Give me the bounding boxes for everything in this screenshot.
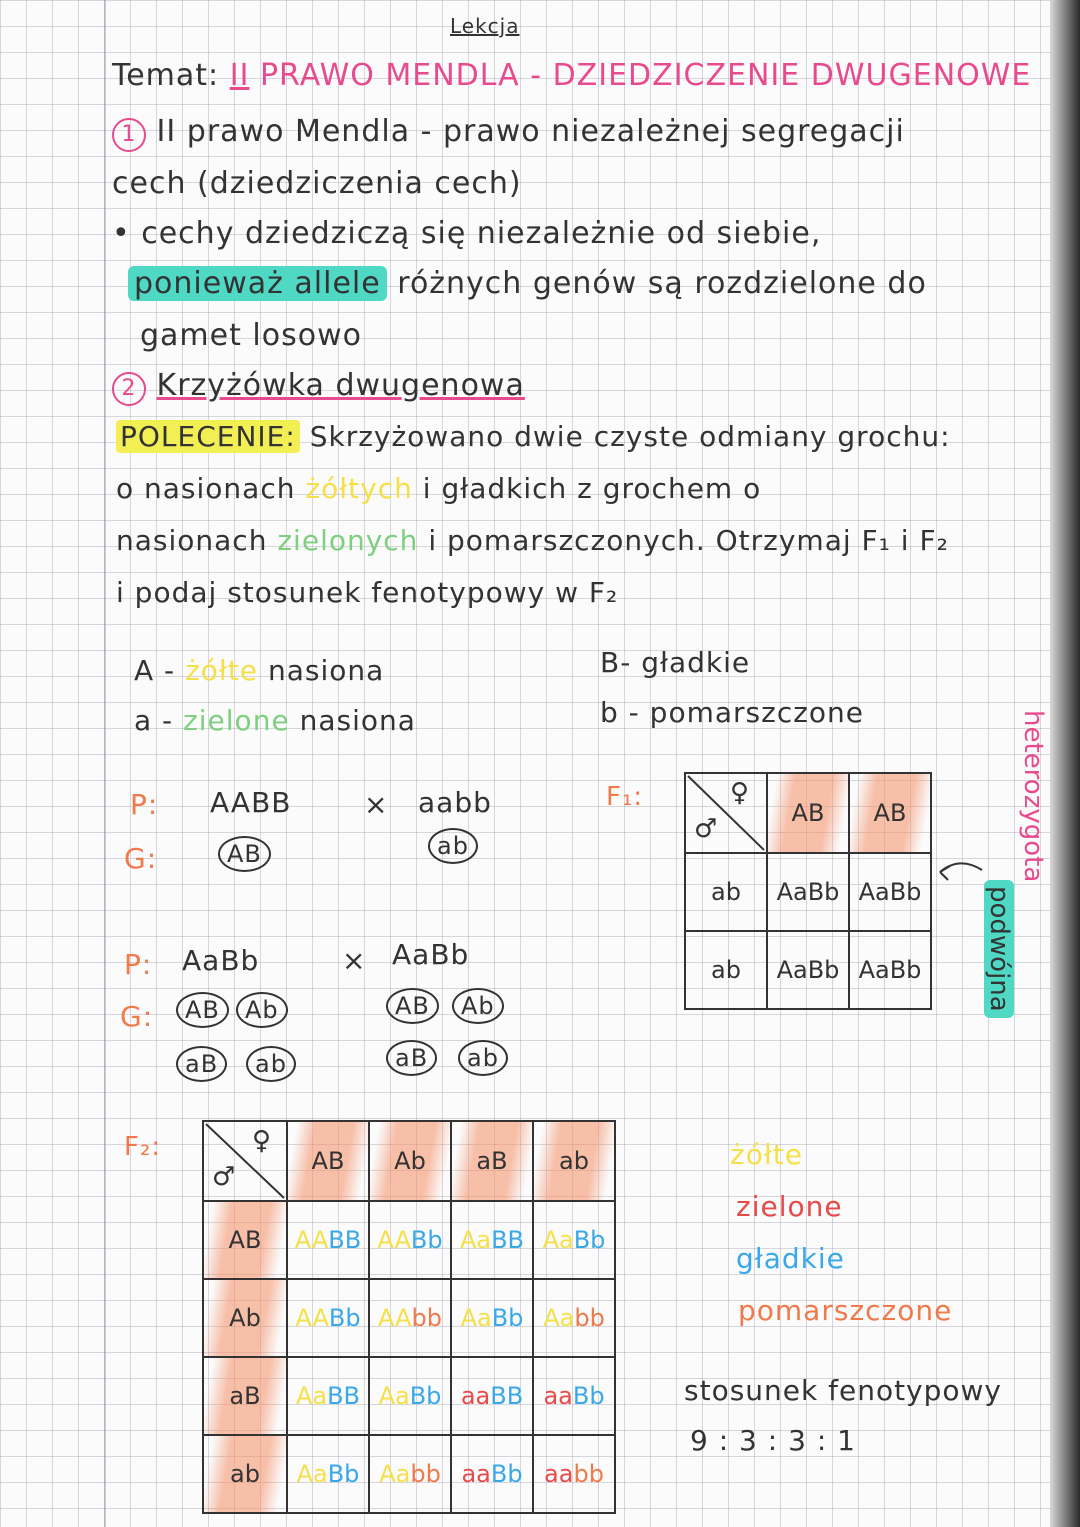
legend-orange: pomarszczone (738, 1294, 953, 1327)
f2-cell-gene-b: BB (327, 1382, 361, 1410)
f2-cell-gene-b: BB (491, 1226, 525, 1254)
f1-punnett-square (684, 772, 932, 1010)
female-symbol: ♀ (252, 1126, 272, 1156)
topic-roman: II (229, 58, 250, 93)
f2-cell-gene-a: AA (377, 1226, 411, 1254)
f2-cell-gene-b: bb (410, 1460, 441, 1488)
f2-row-header: aB (203, 1357, 287, 1435)
male-symbol: ♂ (212, 1162, 236, 1192)
f2-cell-gene-b: Bb (328, 1304, 361, 1332)
section1-number: 1 (112, 118, 146, 152)
cross2-G-label: G: (120, 1000, 154, 1033)
f1-cell: AaBb (767, 853, 849, 931)
task-text2c: i gładkich z grochem o (422, 472, 762, 505)
f2-cell (369, 1435, 451, 1513)
note-podwojna (984, 880, 1014, 1018)
section1-line2: cech (dziedziczenia cech) (112, 166, 522, 201)
f2-cell-gene-a: Aa (378, 1382, 410, 1410)
f2-cell-gene-a: Aa (296, 1460, 328, 1488)
f2-cell (287, 1201, 369, 1279)
f2-cell (287, 1357, 369, 1435)
task-text3a: nasionach (116, 524, 268, 557)
gamete-circle: Ab (452, 988, 504, 1024)
f2-cell-gene-b: Bb (572, 1382, 605, 1410)
f2-cell-gene-b: Bb (573, 1226, 606, 1254)
ratio-value: 9 : 3 : 3 : 1 (690, 1424, 856, 1457)
f2-cell-gene-a: aa (461, 1460, 491, 1488)
allele-A (134, 654, 384, 687)
f1-row-header: ab (685, 931, 767, 1009)
f2-cell (369, 1279, 451, 1357)
f2-cell (451, 1201, 533, 1279)
cross2-gamete (176, 992, 229, 1028)
f2-cell-gene-b: bb (411, 1304, 442, 1332)
f1-row-header: ab (685, 853, 767, 931)
f2-row-header: Ab (203, 1279, 287, 1357)
f2-punnett-square (202, 1120, 616, 1514)
f2-col-header: AB (287, 1121, 369, 1201)
gamete-circle: AB (218, 836, 271, 872)
section1-line1 (112, 114, 905, 152)
cross2-gamete (386, 988, 439, 1024)
topic-title: PRAWO MENDLA - DZIEDZICZENIE DWUGENOWE (259, 58, 1032, 93)
legend-yellow: żółte (730, 1138, 803, 1171)
f2-cell-gene-b: Bb (491, 1304, 524, 1332)
allele-B: B- gładkie (600, 646, 751, 679)
gamete-circle: ab (458, 1040, 508, 1076)
cross2-x: × (342, 944, 367, 977)
legend-green: zielone (736, 1190, 843, 1223)
allele-a-color: zielone (183, 704, 290, 737)
task-word-yellow: żółtych (305, 472, 413, 505)
f2-cell-gene-b: bb (573, 1460, 604, 1488)
f2-cell-gene-b: Bb (409, 1382, 442, 1410)
f2-cell (287, 1435, 369, 1513)
task-word-green: zielonych (277, 524, 419, 557)
f2-cell (451, 1357, 533, 1435)
f2-row-header: ab (203, 1435, 287, 1513)
allele-A-color: żółte (185, 654, 259, 687)
ratio-label: stosunek fenotypowy (684, 1374, 1003, 1407)
f2-cell-gene-a: Aa (459, 1226, 492, 1254)
f2-cell (533, 1279, 615, 1357)
task-line1 (116, 420, 951, 453)
f2-label: F₂: (124, 1132, 162, 1162)
f2-cell-gene-a: Aa (379, 1460, 411, 1488)
female-symbol: ♀ (730, 778, 750, 808)
task-line4: i podaj stosunek fenotypowy w F₂ (116, 576, 619, 609)
topic-line (112, 58, 1031, 93)
f2-cell-gene-b: BB (328, 1226, 362, 1254)
section2-number: 2 (112, 372, 146, 406)
f1-col-header: AB (849, 773, 931, 853)
f2-col-header: ab (533, 1121, 615, 1201)
male-symbol: ♂ (694, 814, 718, 844)
task-line2 (116, 472, 761, 505)
f2-cell-gene-a: AA (378, 1304, 412, 1332)
f2-cell (369, 1357, 451, 1435)
f2-cell-gene-a: aa (460, 1382, 491, 1410)
f2-cell-gene-a: Aa (460, 1304, 492, 1332)
task-text3c: i pomarszczonych. Otrzymaj F₁ i F₂ (428, 524, 949, 557)
f2-cell (451, 1279, 533, 1357)
gamete-circle: AB (386, 988, 439, 1024)
cross2-gamete (236, 992, 288, 1028)
allele-A-symbol: A - (134, 654, 176, 687)
allele-a (134, 704, 416, 737)
f2-cell-gene-b: Bb (410, 1226, 443, 1254)
topic-prefix: Temat: (112, 58, 220, 93)
section1-text1: II prawo Mendla - prawo niezależnej segregacji (156, 114, 905, 149)
gamete-circle: AB (176, 992, 229, 1028)
f2-cell (533, 1357, 615, 1435)
gamete-circle: Ab (236, 992, 288, 1028)
f2-cell-gene-a: AA (295, 1304, 329, 1332)
allele-b: b - pomarszczone (600, 696, 865, 729)
lesson-header: Lekcja (450, 14, 520, 38)
cross2-gamete (386, 1040, 437, 1076)
f2-cell-gene-a: aa (544, 1460, 574, 1488)
cross2-gamete (452, 988, 504, 1024)
section1-text4: różnych genów są rozdzielone do (397, 266, 927, 301)
cross1-G-label: G: (124, 842, 158, 875)
f2-cell-gene-a: Aa (542, 1226, 574, 1254)
gamete-circle: ab (428, 828, 478, 864)
f2-cell-gene-a: AA (294, 1226, 329, 1254)
f2-cell (369, 1201, 451, 1279)
cross1-gamete1 (218, 836, 271, 872)
allele-A-rest: nasiona (267, 654, 385, 687)
f2-cell-gene-b: Bb (327, 1460, 360, 1488)
task-line3 (116, 524, 949, 557)
f2-col-header: aB (451, 1121, 533, 1201)
page-edge-shadow (1050, 0, 1080, 1527)
f2-row-header: AB (203, 1201, 287, 1279)
task-text2a: o nasionach (116, 472, 296, 505)
f2-cell-gene-a: Aa (543, 1304, 575, 1332)
cross2-gamete (246, 1046, 296, 1082)
cross2-P-label: P: (124, 948, 153, 981)
f2-cell-gene-a: Aa (295, 1382, 328, 1410)
cross2-gamete (458, 1040, 508, 1076)
f2-cell-gene-a: aa (543, 1382, 573, 1410)
cross2-parent1: AaBb (182, 944, 260, 977)
f2-cell-gene-b: bb (574, 1304, 605, 1332)
f2-cell (533, 1435, 615, 1513)
allele-a-rest: nasiona (299, 704, 416, 737)
gamete-circle: aB (386, 1040, 437, 1076)
note-heterozygota: heterozygota (1018, 710, 1048, 883)
f1-cell: AaBb (767, 931, 849, 1009)
section2-title-line (112, 368, 525, 406)
cross2-gamete (176, 1046, 227, 1082)
f1-col-header: AB (767, 773, 849, 853)
f1-cell: AaBb (849, 853, 931, 931)
cross1-gamete2 (428, 828, 478, 864)
task-text1: Skrzyżowano dwie czyste odmiany grochu: (309, 420, 951, 453)
section1-line4 (128, 266, 927, 301)
f2-col-header: Ab (369, 1121, 451, 1201)
f1-corner-cell (685, 773, 767, 853)
arrow-icon (936, 858, 986, 888)
highlight-ponieważ: ponieważ allele (128, 266, 387, 301)
legend-blue: gładkie (736, 1242, 845, 1275)
f2-cell (287, 1279, 369, 1357)
allele-a-symbol: a - (134, 704, 174, 737)
section2-title: Krzyżówka dwugenowa (156, 368, 525, 403)
f2-cell (533, 1201, 615, 1279)
f2-cell (451, 1435, 533, 1513)
cross1-parent1: AABB (210, 786, 292, 819)
cross1-parent2: aabb (418, 786, 492, 819)
f2-cell-gene-b: Bb (490, 1460, 523, 1488)
cross2-parent2: AaBb (392, 938, 470, 971)
section1-line5: gamet losowo (140, 318, 362, 353)
gamete-circle: aB (176, 1046, 227, 1082)
f1-label: F₁: (606, 782, 644, 812)
cross1-P-label: P: (130, 788, 159, 821)
margin-line (104, 0, 106, 1527)
section1-bullet: • cechy dziedziczą się niezależnie od siebie, (112, 216, 822, 251)
task-label: POLECENIE: (116, 420, 300, 453)
gamete-circle: ab (246, 1046, 296, 1082)
f2-corner-cell (203, 1121, 287, 1201)
f1-cell: AaBb (849, 931, 931, 1009)
note-podwojna-text: podwójna (984, 880, 1014, 1018)
cross1-x: × (364, 788, 389, 821)
f2-cell-gene-b: BB (490, 1382, 524, 1410)
